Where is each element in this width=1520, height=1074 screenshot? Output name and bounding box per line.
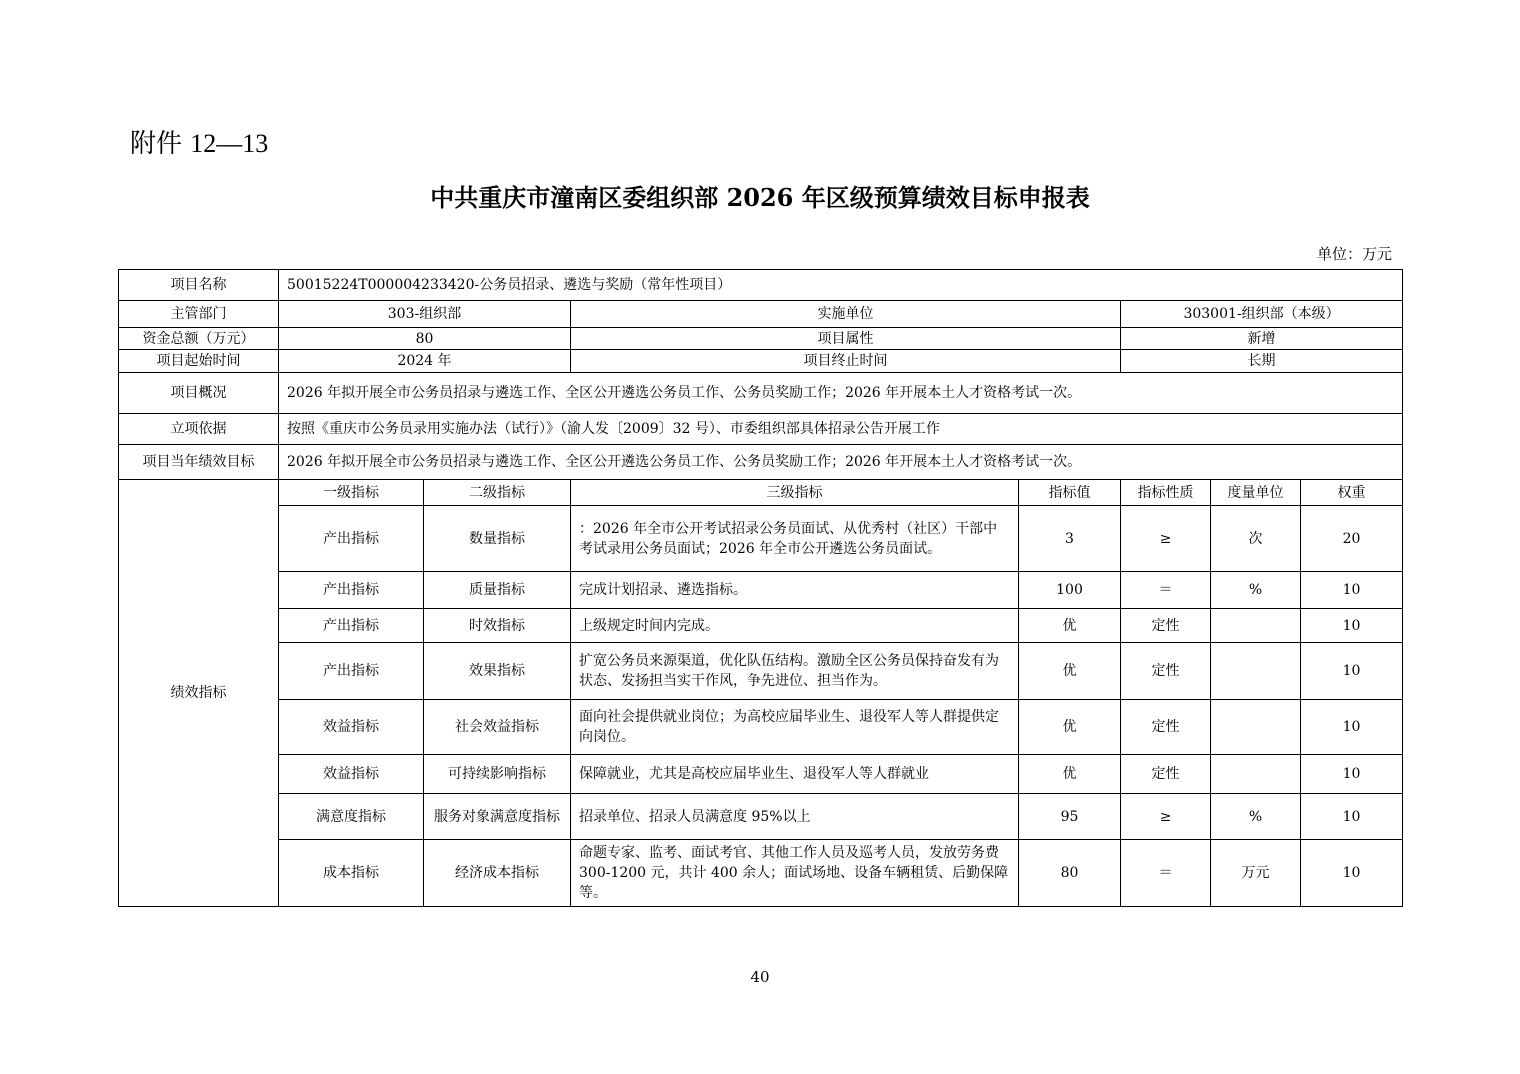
unit-cell: 次: [1211, 506, 1301, 572]
indicators-section-label: 绩效指标: [119, 480, 279, 907]
level1-cell: 产出指标: [279, 506, 424, 572]
header-weight: 权重: [1301, 480, 1403, 506]
table-row: [119, 794, 1403, 840]
level1-cell: 成本指标: [279, 840, 424, 907]
department-value: 303-组织部: [279, 301, 571, 328]
level2-cell: 质量指标: [424, 572, 571, 609]
row-project-name: [119, 270, 1403, 301]
level1-cell: 产出指标: [279, 609, 424, 643]
project-name-label: 项目名称: [119, 270, 279, 301]
value-cell: 优: [1019, 700, 1121, 755]
header-level3: 三级指标: [571, 480, 1019, 506]
document-title: 中共重庆市潼南区委组织部 2026 年区级预算绩效目标申报表: [430, 183, 1090, 212]
level3-cell: 保障就业，尤其是高校应届毕业生、退役军人等人群就业: [571, 755, 1019, 794]
unit-cell: [1211, 700, 1301, 755]
attachment-number: 12—13: [190, 129, 269, 158]
start-time-value: 2024 年: [279, 350, 571, 373]
table-row: [119, 700, 1403, 755]
implementing-unit-label: 实施单位: [571, 301, 1121, 328]
performance-target-table: [118, 269, 1403, 907]
weight-cell: 20: [1301, 506, 1403, 572]
nature-cell: 定性: [1121, 643, 1211, 700]
indicator-header-row: [119, 480, 1403, 506]
level3-cell: 招录单位、招录人员满意度 95%以上: [571, 794, 1019, 840]
unit-cell: [1211, 609, 1301, 643]
level1-cell: 满意度指标: [279, 794, 424, 840]
fund-value: 80: [279, 328, 571, 350]
end-time-label: 项目终止时间: [571, 350, 1121, 373]
table-row: [119, 572, 1403, 609]
weight-cell: 10: [1301, 572, 1403, 609]
nature-cell: ≥: [1121, 506, 1211, 572]
fund-label: 资金总额（万元）: [119, 328, 279, 350]
weight-cell: 10: [1301, 609, 1403, 643]
row-basis: [119, 414, 1403, 445]
unit-note: 单位：万元: [1316, 245, 1392, 263]
row-overview: [119, 373, 1403, 414]
level2-cell: 效果指标: [424, 643, 571, 700]
row-annual-goal: [119, 445, 1403, 480]
table-row: [119, 506, 1403, 572]
level3-cell: 上级规定时间内完成。: [571, 609, 1019, 643]
header-level1: 一级指标: [279, 480, 424, 506]
row-fund: [119, 328, 1403, 350]
value-cell: 优: [1019, 643, 1121, 700]
value-cell: 优: [1019, 609, 1121, 643]
page-number: 40: [750, 968, 770, 986]
level3-cell: 命题专家、监考、面试考官、其他工作人员及巡考人员，发放劳务费 300-1200 元，共计 400 余人；面试场地、设备车辆租赁、后勤保障等。: [571, 840, 1019, 907]
value-cell: 80: [1019, 840, 1121, 907]
level2-cell: 服务对象满意度指标: [424, 794, 571, 840]
overview-label: 项目概况: [119, 373, 279, 414]
value-cell: 3: [1019, 506, 1121, 572]
table-row: [119, 840, 1403, 907]
table-row: [119, 643, 1403, 700]
basis-label: 立项依据: [119, 414, 279, 445]
nature-cell: 定性: [1121, 609, 1211, 643]
project-attribute-value: 新增: [1121, 328, 1403, 350]
value-cell: 95: [1019, 794, 1121, 840]
header-unit: 度量单位: [1211, 480, 1301, 506]
weight-cell: 10: [1301, 794, 1403, 840]
basis-value: 按照《重庆市公务员录用实施办法（试行）》（渝人发〔2009〕32 号）、市委组织部具体招录公告开展工作: [279, 414, 1403, 445]
row-period: [119, 350, 1403, 373]
header-nature: 指标性质: [1121, 480, 1211, 506]
project-name-value: 50015224T000004233420-公务员招录、遴选与奖励（常年性项目）: [279, 270, 1403, 301]
level3-cell: 面向社会提供就业岗位；为高校应届毕业生、退役军人等人群提供定向岗位。: [571, 700, 1019, 755]
header-value: 指标值: [1019, 480, 1121, 506]
end-time-value: 长期: [1121, 350, 1403, 373]
level2-cell: 时效指标: [424, 609, 571, 643]
implementing-unit-value: 303001-组织部（本级）: [1121, 301, 1403, 328]
level2-cell: 可持续影响指标: [424, 755, 571, 794]
unit-cell: [1211, 643, 1301, 700]
level1-cell: 效益指标: [279, 700, 424, 755]
table-row: [119, 609, 1403, 643]
attachment-label: [130, 126, 268, 162]
annual-goal-value: 2026 年拟开展全市公务员招录与遴选工作、全区公开遴选公务员工作、公务员奖励工作；2026 年开展本土人才资格考试一次。: [279, 445, 1403, 480]
annual-goal-label: 项目当年绩效目标: [119, 445, 279, 480]
department-label: 主管部门: [119, 301, 279, 328]
weight-cell: 10: [1301, 840, 1403, 907]
level1-cell: 产出指标: [279, 643, 424, 700]
project-attribute-label: 项目属性: [571, 328, 1121, 350]
weight-cell: 10: [1301, 643, 1403, 700]
unit-cell: [1211, 755, 1301, 794]
weight-cell: 10: [1301, 755, 1403, 794]
unit-cell: 万元: [1211, 840, 1301, 907]
table-row: [119, 755, 1403, 794]
nature-cell: 定性: [1121, 755, 1211, 794]
nature-cell: 定性: [1121, 700, 1211, 755]
header-level2: 二级指标: [424, 480, 571, 506]
row-department: [119, 301, 1403, 328]
nature-cell: ≥: [1121, 794, 1211, 840]
level2-cell: 社会效益指标: [424, 700, 571, 755]
value-cell: 100: [1019, 572, 1121, 609]
level1-cell: 效益指标: [279, 755, 424, 794]
attachment-prefix: 附件: [130, 129, 183, 159]
value-cell: 优: [1019, 755, 1121, 794]
weight-cell: 10: [1301, 700, 1403, 755]
level3-cell: 扩宽公务员来源渠道，优化队伍结构。激励全区公务员保持奋发有为状态、发扬担当实干作风，争先进位、担当作为。: [571, 643, 1019, 700]
unit-cell: %: [1211, 794, 1301, 840]
start-time-label: 项目起始时间: [119, 350, 279, 373]
level3-cell: 完成计划招录、遴选指标。: [571, 572, 1019, 609]
nature-cell: ＝: [1121, 840, 1211, 907]
level3-cell: ：2026 年全市公开考试招录公务员面试、从优秀村（社区）干部中考试录用公务员面试；2026 年全市公开遴选公务员面试。: [571, 506, 1019, 572]
level2-cell: 数量指标: [424, 506, 571, 572]
level2-cell: 经济成本指标: [424, 840, 571, 907]
nature-cell: ＝: [1121, 572, 1211, 609]
overview-value: 2026 年拟开展全市公务员招录与遴选工作、全区公开遴选公务员工作、公务员奖励工作；2026 年开展本土人才资格考试一次。: [279, 373, 1403, 414]
unit-cell: %: [1211, 572, 1301, 609]
level1-cell: 产出指标: [279, 572, 424, 609]
